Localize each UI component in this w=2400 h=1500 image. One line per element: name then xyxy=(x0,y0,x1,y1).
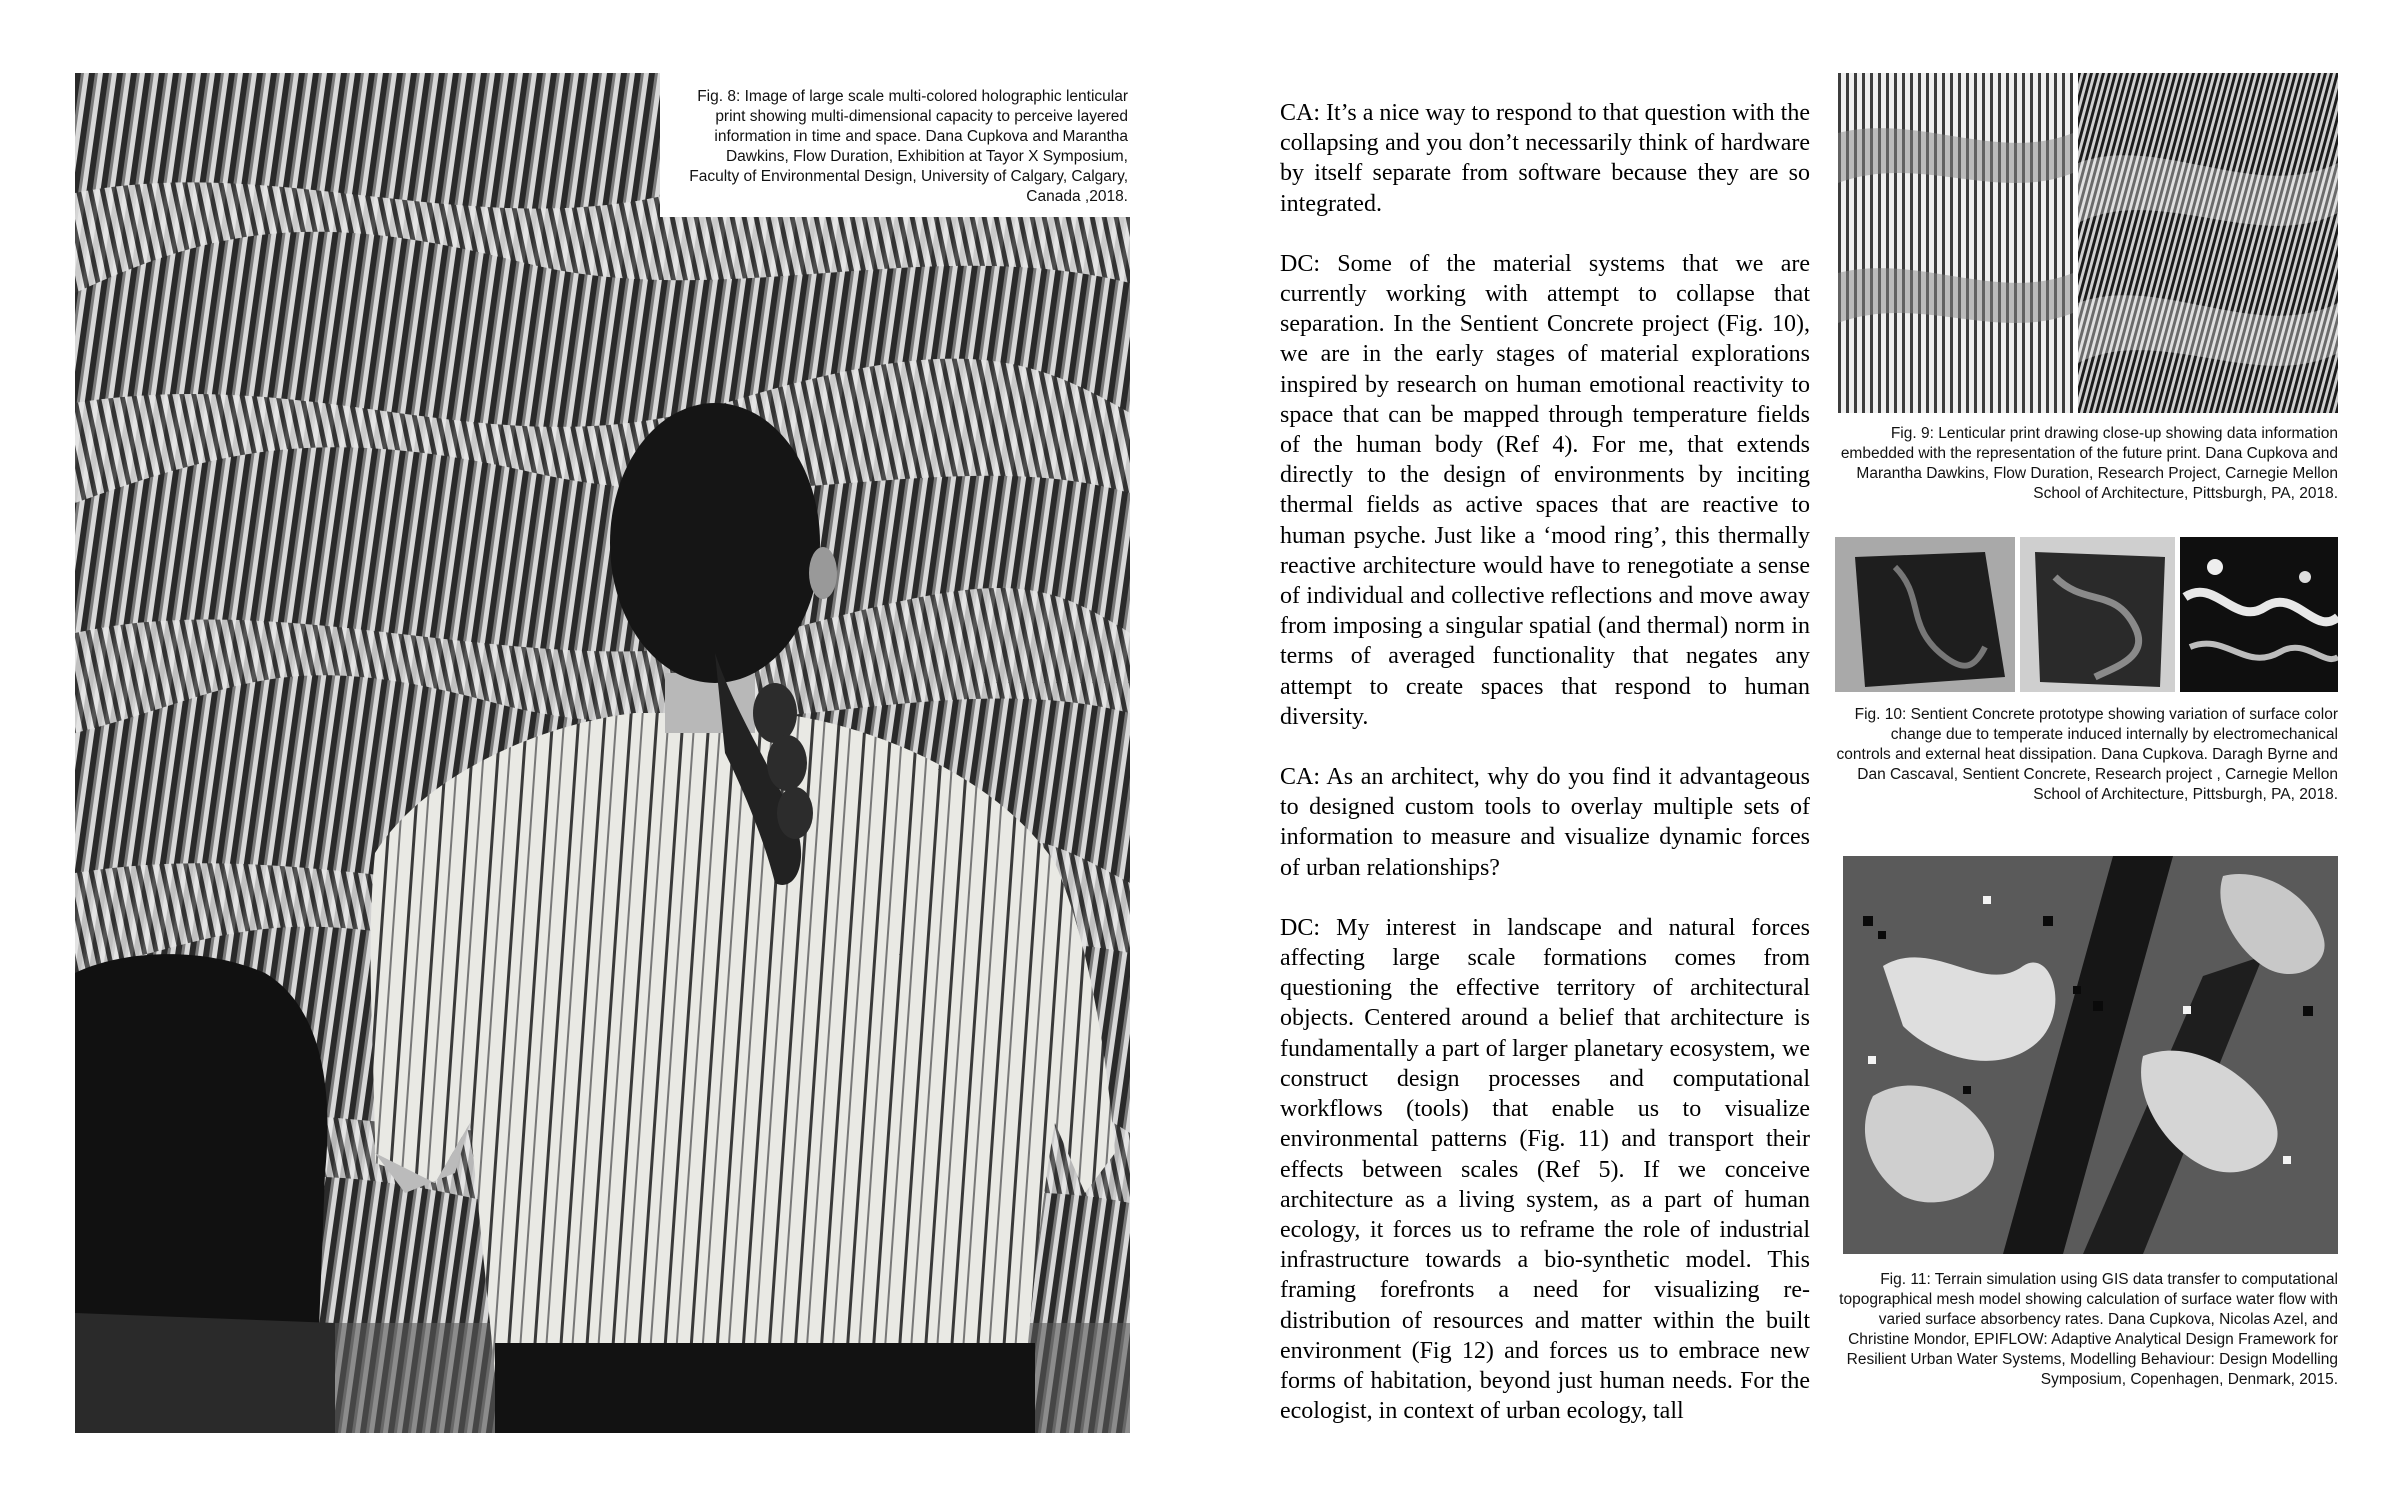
fig11-image xyxy=(1843,856,2338,1254)
paragraph-ca-1: CA: It’s a nice way to respond to that question with the collapsing and you don’t necessarily think of hardware by itself separate from software because they are so integrated. xyxy=(1280,100,1810,217)
fig8-caption: Fig. 8: Image of large scale multi-colored holographic lenticular print showing multi-dimensional capacity to perceive layered information in time and space. Dana Cupkova and Marantha Dawkins, Flow Duration, Exhibition at Tayor X Symposium, Faculty of Environmental Design, University of Calgary, Calgary, Canada ,2018. xyxy=(660,73,1130,217)
fig11-caption: Fig. 11: Terrain simulation using GIS data transfer to computational topographical mesh model showing calculation of surface water flow with varied surface absorbency rates. Dana Cupkova, Nicolas Azel, and Christine Mondor, EPIFLOW: Adaptive Analytical Design Framework for Resilient Urban Water Systems, Modelling Behaviour: Design Modelling Symposium, Copenhagen, Denmark, 2015. xyxy=(1839,1271,2338,1388)
lenticular-print-image xyxy=(75,73,1130,1433)
paragraph-dc-2: DC: My interest in landscape and natural forces affecting large scale formations comes from questioning the effective territory of architectural objects. Centered around a belief that architecture is fundamentally a part of larger planetary ecosystem, we construct design processes and computational workflows (tools) that enable us to visualize environmental patterns (Fig. 11) and transport their effects between scales (Ref 5). If we conceive architecture as a living system, as a part of human ecology, it forces us to reframe the role of industrial infrastructure towards a bio-synthetic model. This framing forefronts a need for visualizing re-distribution of resources and matter within the built environment (Fig 12) and forces us to embrace new forms of habitation, beyond just human needs. For the ecologist, in context of urban ecology, tall xyxy=(1280,914,1810,1425)
fig10-image xyxy=(1835,537,2338,692)
fig10-caption: Fig. 10: Sentient Concrete prototype showing variation of surface color change due to temperate induced internally by electromechanical controls and external heat dissipation. Dana Cupkova. Daragh Byrne and Dan Cascaval, Sentient Concrete, Research project , Carnegie Mellon School of Architecture, Pittsburgh, PA, 2018. xyxy=(1836,706,2338,803)
paragraph-dc-1: DC: Some of the material systems that we are currently working with attempt to collapse that separation. In the Sentient Concrete project (Fig. 10), we are in the early stages of material explorations inspired by research on human emotional reactivity to space that can be mapped through temperature fields of the human body (Ref 4). For me, that extends directly to the design of environments by inciting thermal fields as active spaces that are reactive to human psyche. Just like a ‘mood ring’, this thermally reactive architecture would have to renegotiate a sense of individual and collective reflections and move away from imposing a singular spatial (and thermal) norm in terms of averaged functionality that negates any attempt to create spaces that respond to human diversity. xyxy=(1280,250,1810,730)
paragraph-ca-2: CA: As an architect, why do you find it advantageous to designed custom tools to overlay multiple sets of information to measure and visualize dynamic forces of urban relationships? xyxy=(1280,764,1810,881)
fig9-image xyxy=(1838,73,2338,413)
fig8-photo xyxy=(75,73,1130,1433)
article-body xyxy=(1280,98,1810,1426)
fig9-caption: Fig. 9: Lenticular print drawing close-up showing data information embedded with the representation of the future print. Dana Cupkova and Marantha Dawkins, Flow Duration, Research Project, Carnegie Mellon School of Architecture, Pittsburgh, PA, 2018. xyxy=(1840,425,2338,502)
